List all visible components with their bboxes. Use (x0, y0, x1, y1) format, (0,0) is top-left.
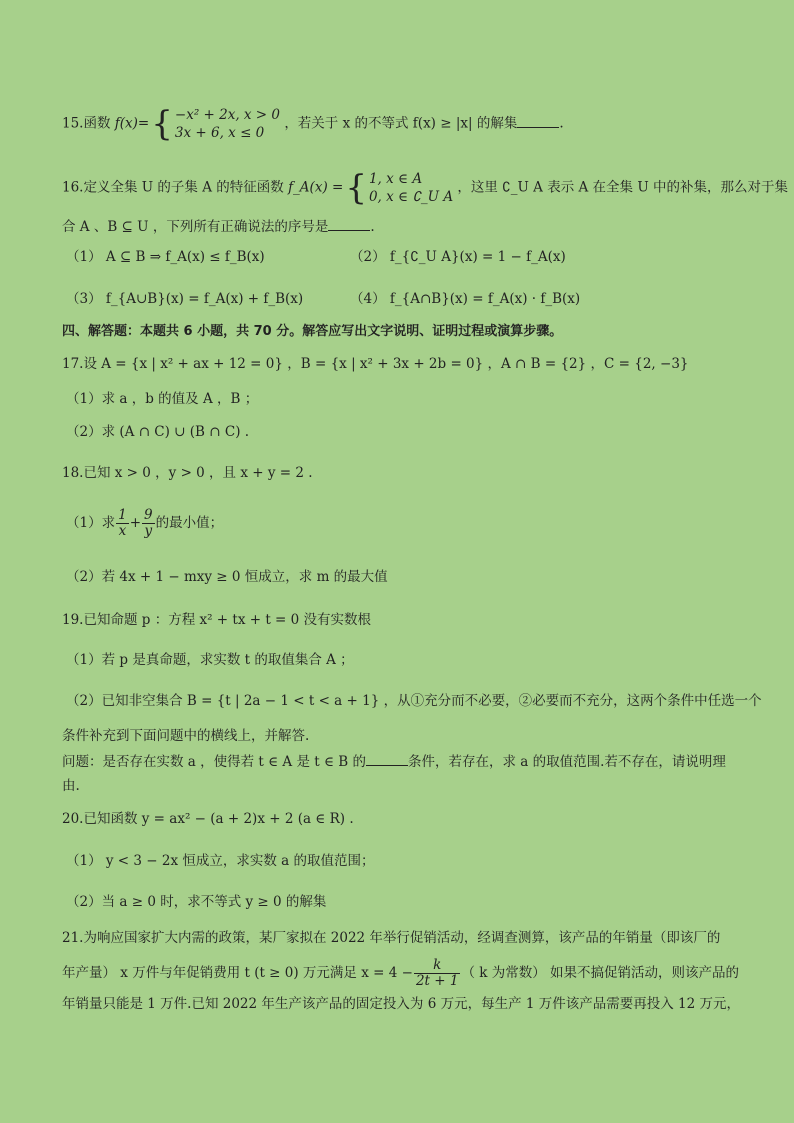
question-19: 19.已知命题 p ：方程 x² + tx + t = 0 没有实数根 (62, 612, 372, 628)
question-15: 15.函数 f(x)={ −x² + 2x, x > 0 3x + 6, x ≤ 0 ，若关于 x 的不等式 f(x) ≥ |x| 的解集 . (62, 104, 564, 144)
question-16-line2: 合 A 、B ⊆ U ，下列所有正确说法的序号是 . (62, 216, 375, 237)
fraction: $\frac{9}{y}$ (144, 507, 153, 539)
question-18: 18.已知 x > 0 ，y > 0 ，且 x + y = 2 . (62, 465, 313, 481)
piecewise-cases: 1, x ∈ A 0, x ∈ ∁_U A (368, 171, 454, 205)
answer-blank (366, 751, 408, 766)
question-16-option-4: （4） f_{A∩B}(x) = f_A(x) · f_B(x) (350, 291, 581, 307)
question-18-part-2: （2）若 4x + 1 − mxy ≥ 0 恒成立，求 m 的最大值 (66, 569, 388, 585)
question-16: 16.定义全集 U 的子集 A 的特征函数 f_A(x) ={ 1, x ∈ A 0, x ∈ ∁_U A ，这里 ∁_U A 表示 A 在全集 U 中的补集，那么对于集 (62, 168, 789, 208)
question-21-line2: 年产量） x 万件与年促销费用 t (t ≥ 0) 万元满足 x = 4 − $\frac{k}{2t + 1}$ （ k 为常数） 如果不搞促销活动，则该产品的 (62, 957, 739, 989)
question-18-part-1: （1）求 $\frac{1}{x}$ + $\frac{9}{y}$ 的最小值； (66, 507, 224, 539)
question-19-part-1: （1）若 p 是真命题，求实数 t 的取值集合 A ； (66, 652, 354, 668)
answer-blank (328, 216, 370, 231)
fraction: $\frac{k}{2t + 1}$ (415, 957, 459, 989)
question-16-option-1: （1） A ⊆ B ⇒ f_A(x) ≤ f_B(x) (66, 249, 265, 265)
question-20: 20.已知函数 y = ax² − (a + 2)x + 2 (a ∈ R) . (62, 811, 354, 827)
question-19-part-2: （2）已知非空集合 B = {t | 2a − 1 < t < a + 1} ，从①充分而不必要，②必要而不充分，这两个条件中任选一个 (66, 693, 762, 709)
question-17-part-1: （1）求 a ，b 的值及 A ，B ； (66, 391, 259, 407)
answer-blank (517, 113, 559, 128)
question-17-part-2: （2）求 (A ∩ C) ∪ (B ∩ C) . (66, 424, 250, 440)
fraction: $\frac{1}{x}$ (118, 507, 127, 539)
question-21-line3: 年销量只能是 1 万件.已知 2022 年生产该产品的固定投入为 6 万元，每生产 1 万件该产品需要再投入 12 万元， (62, 996, 741, 1012)
question-20-part-1: （1） y < 3 − 2x 恒成立，求实数 a 的取值范围； (66, 853, 375, 869)
question-19-part-2-cont: 条件补充到下面问题中的横线上，并解答. (62, 728, 310, 744)
question-19-problem-cont: 由. (62, 778, 80, 794)
question-16-option-3: （3） f_{A∪B}(x) = f_A(x) + f_B(x) (66, 291, 304, 307)
question-20-part-2: （2）当 a ≥ 0 时，求不等式 y ≥ 0 的解集 (66, 894, 327, 910)
left-brace: { (151, 104, 173, 144)
question-19-problem: 问题：是否存在实数 a ，使得若 t ∈ A 是 t ∈ B 的 条件，若存在，求 a 的取值范围.若不存在，请说明理 (62, 751, 726, 772)
question-17: 17.设 A = {x | x² + ax + 12 = 0} ，B = {x | x² + 3x + 2b = 0} ，A ∩ B = {2} ，C = {2, −3} (62, 356, 689, 372)
left-brace: { (345, 168, 367, 208)
question-16-option-2: （2） f_{∁_U A}(x) = 1 − f_A(x) (350, 249, 566, 265)
piecewise-cases: −x² + 2x, x > 0 3x + 6, x ≤ 0 (174, 107, 281, 141)
section-heading: 四、解答题：本题共 6 小题，共 70 分。解答应写出文字说明、证明过程或演算步骤。 (62, 324, 563, 339)
question-21: 21.为响应国家扩大内需的政策，某厂家拟在 2022 年举行促销活动，经调查测算，该产品的年销量（即该厂的 (62, 930, 721, 946)
